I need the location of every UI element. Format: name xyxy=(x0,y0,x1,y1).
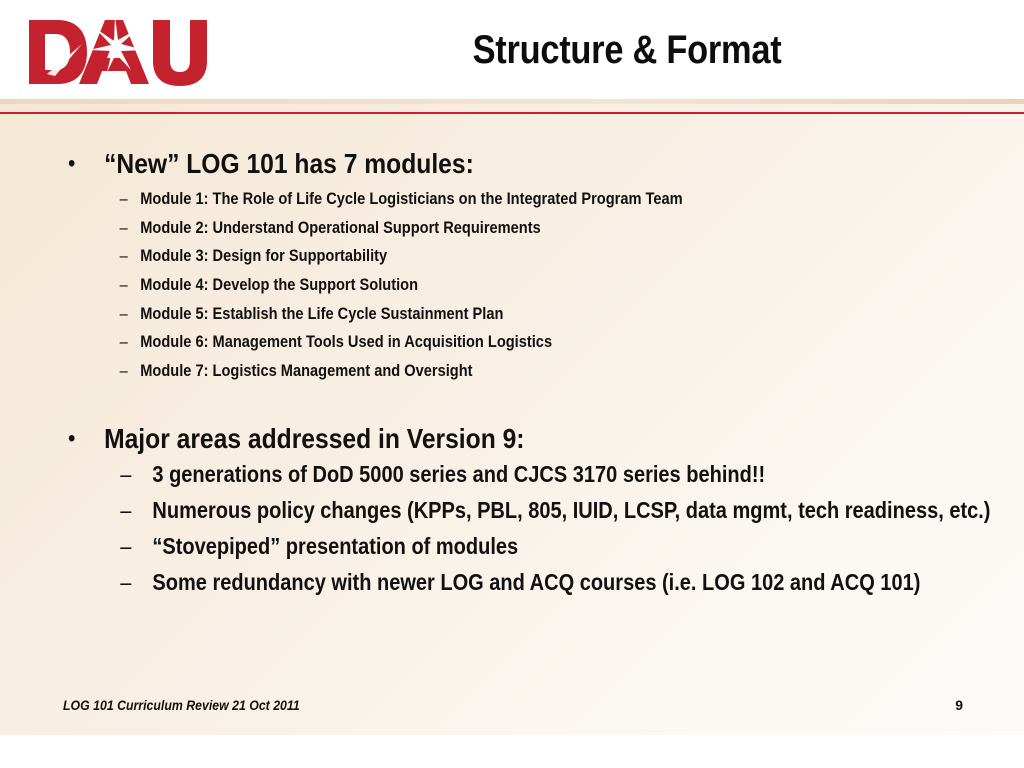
dash-marker: – xyxy=(119,332,128,352)
list-item xyxy=(68,328,1024,357)
slide-body xyxy=(68,145,998,602)
dash-marker: – xyxy=(119,275,128,295)
slide-header xyxy=(0,0,1024,100)
list-item-text: Numerous policy changes (KPPs, PBL, 805, IUID, LCSP, data mgmt, tech readiness, etc.) xyxy=(152,496,991,523)
page-number: 9 xyxy=(955,697,963,713)
list-item xyxy=(68,185,1024,214)
list-item xyxy=(68,214,1024,243)
list-item xyxy=(68,458,1022,490)
slide-title: Structure & Format xyxy=(472,28,782,72)
bullet-major-areas xyxy=(68,420,1024,458)
list-item-text: Module 6: Management Tools Used in Acquisition Logistics xyxy=(140,332,553,352)
list-item-text: Some redundancy with newer LOG and ACQ courses (i.e. LOG 102 and ACQ 101) xyxy=(152,568,921,595)
dash-marker: – xyxy=(120,496,132,523)
list-item-text: Module 4: Develop the Support Solution xyxy=(140,275,419,295)
list-item-text: Module 3: Design for Supportability xyxy=(140,246,388,266)
list-item-text: Module 5: Establish the Life Cycle Sustainment Plan xyxy=(140,303,504,323)
list-item xyxy=(68,566,1022,598)
dash-marker: – xyxy=(119,217,128,237)
module-list xyxy=(68,185,998,386)
dau-logo xyxy=(27,14,209,90)
bullet-dot: • xyxy=(68,150,76,177)
list-item-text: Module 2: Understand Operational Support Requirements xyxy=(140,217,541,237)
dash-marker: – xyxy=(120,460,132,487)
list-item xyxy=(68,357,1024,386)
major-areas-list xyxy=(68,458,998,598)
dash-marker: – xyxy=(119,246,128,266)
list-item-text: 3 generations of DoD 5000 series and CJCS 3170 series behind!! xyxy=(152,460,766,487)
dash-marker: – xyxy=(119,303,128,323)
header-divider xyxy=(0,99,1024,104)
bullet-text: Major areas addressed in Version 9: xyxy=(104,422,525,454)
bullet-modules xyxy=(68,145,1024,183)
dash-marker: – xyxy=(119,361,128,381)
dash-marker: – xyxy=(120,532,132,559)
list-item-text: “Stovepiped” presentation of modules xyxy=(152,532,519,559)
list-item-text: Module 1: The Role of Life Cycle Logisticians on the Integrated Program Team xyxy=(140,189,683,208)
list-item xyxy=(68,242,1024,271)
dash-marker: – xyxy=(120,568,132,595)
list-item xyxy=(68,300,1024,329)
list-item xyxy=(68,271,1024,300)
bullet-dot: • xyxy=(68,424,76,452)
list-item xyxy=(68,494,1022,526)
bullet-text: “New” LOG 101 has 7 modules: xyxy=(104,148,474,179)
list-item xyxy=(68,530,1022,562)
header-red-rule xyxy=(0,112,1024,114)
dash-marker: – xyxy=(119,189,128,208)
footer-caption: LOG 101 Curriculum Review 21 Oct 2011 xyxy=(63,697,300,713)
list-item-text: Module 7: Logistics Management and Oversight xyxy=(140,361,473,381)
